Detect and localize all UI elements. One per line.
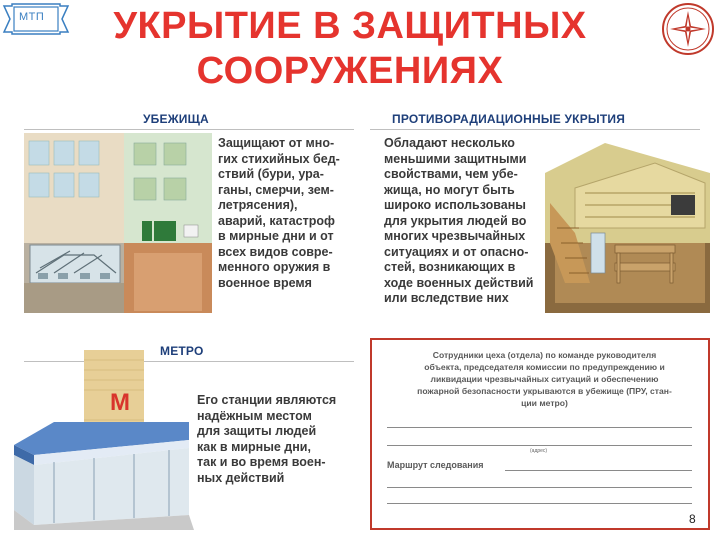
page-number: 8 [689, 512, 696, 526]
civil-defense-star-icon [661, 2, 715, 56]
metro-sign-letter: М [110, 389, 130, 416]
title-line-1: УКРЫТИЕ В ЗАЩИТНЫХ [113, 5, 587, 47]
mtp-logo [2, 2, 70, 36]
form-line-1[interactable] [387, 427, 692, 428]
metro-sign [107, 390, 133, 416]
radiation-shelters-description: Обладают несколько меньшими защитными свойствами, чем убе- жища, но могут быть широко использованы для укрытия людей во многих чрезвычайных ситуациях и от опасно- стей, возникающих в ходе военных действий или вследствие них [384, 136, 534, 305]
shelter-illustration [24, 133, 212, 313]
shelters-divider [24, 129, 354, 130]
radiation-shelter-illustration [545, 133, 710, 313]
shelters-heading: УБЕЖИЩА [143, 112, 209, 126]
route-label: Маршрут следования [387, 460, 484, 470]
form-line-4[interactable] [387, 503, 692, 504]
shelters-description: Защищают от мно- гих стихийных бед- ствий (бури, ура- ганы, смерчи, зем- летрясения), аварий, катастроф в мирные дни и от всех видов совре- менного оружия в военное время [218, 136, 340, 290]
route-line[interactable] [505, 470, 692, 471]
radiation-divider [370, 129, 700, 130]
form-line-2[interactable] [387, 445, 692, 446]
title-line-2: СООРУЖЕНИЯХ [196, 50, 504, 92]
address-caption: (адрес) [530, 448, 548, 454]
metro-description: Его станции являются надёжным местом для защиты людей как в мирные дни, так и во время воен- ных действий [197, 393, 337, 485]
metro-illustration [14, 350, 194, 530]
page-title [70, 4, 630, 94]
metro-heading: МЕТРО [160, 344, 204, 358]
logo-text: МТП [19, 11, 45, 23]
form-instruction: Сотрудники цеха (отдела) по команде руководителя объекта, председателя комиссии по предупреждению и ликвидации чрезвычайных ситуаций и обеспечению пожарной безопасности укрываются в убежище (ПРУ, стан- ции метро) [417, 350, 672, 408]
form-line-3[interactable] [387, 487, 692, 488]
radiation-shelters-heading: ПРОТИВОРАДИАЦИОННЫЕ УКРЫТИЯ [392, 112, 626, 126]
